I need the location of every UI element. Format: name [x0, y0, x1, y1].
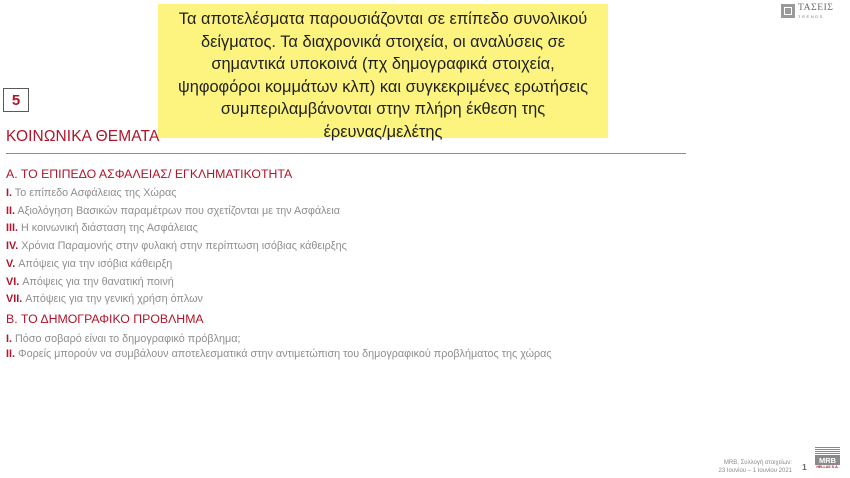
list-item — [6, 222, 198, 234]
list-item — [6, 276, 174, 288]
item-text: Απόψεις για την θανατική ποινή — [19, 276, 174, 288]
item-number: VII. — [6, 293, 23, 305]
item-number: ΙΙ. — [6, 205, 15, 217]
list-item — [6, 348, 552, 360]
note-line: έρευνας/μελέτης — [323, 122, 443, 141]
footer-source — [676, 459, 792, 475]
note-line: σημαντικά υποκοινά (πχ δημογραφικά στοιχεία, — [211, 55, 555, 74]
note-line: συμπεριλαμβάνονται στην πλήρη έκθεση της — [220, 100, 546, 119]
item-text: Πόσο σοβαρό είναι το δημογραφικό πρόβλημα; — [12, 333, 241, 345]
item-text: Το επίπεδο Ασφάλειας της Χώρας — [12, 187, 177, 199]
item-number: Ι. — [6, 333, 12, 345]
note-line: ψηφοφόροι κομμάτων κλπ) και συγκεκριμένες ερωτήσεις — [178, 77, 588, 96]
logo-sub: TRENDS — [798, 14, 825, 19]
list-item — [6, 187, 176, 199]
section-b-heading: Β. ΤΟ ΔΗΜΟΓΡΑΦΙΚΟ ΠΡΟΒΛΗΜΑ — [6, 312, 204, 326]
list-item — [6, 205, 340, 217]
note-line: Τα αποτελέσματα παρουσιάζονται σε επίπεδο συνολικού — [178, 10, 588, 28]
item-text: Αξιολόγηση Βασικών παραμέτρων που σχετίζονται με την Ασφάλεια — [15, 205, 341, 217]
item-number: V. — [6, 258, 16, 270]
slide-number: 5 — [3, 88, 29, 112]
info-note — [158, 4, 608, 141]
list-item — [6, 240, 347, 252]
item-text: Χρόνια Παραμονής στην φυλακή στην περίπτωση ισόβιας κάθειρξης — [18, 240, 347, 252]
section-title: ΚΟΙΝΩΝΙΚΑ ΘΕΜΑΤΑ — [6, 128, 160, 145]
list-item — [6, 333, 240, 345]
mrb-logo-sub: HELLAS S.A. — [816, 465, 839, 469]
logo-mark-icon — [781, 4, 795, 18]
item-number: IV. — [6, 240, 19, 252]
mrb-logo — [815, 447, 840, 471]
logo-stripes-icon — [815, 447, 840, 456]
item-text: Απόψεις για την γενική χρήση όπλων — [22, 293, 203, 305]
item-number: Ι. — [6, 187, 12, 199]
item-text: Η κοινωνική διάσταση της Ασφάλειας — [18, 222, 198, 234]
tasis-trends-logo — [781, 4, 841, 20]
mrb-logo-text: MRB — [815, 456, 840, 465]
page-number: 1 — [802, 462, 807, 472]
list-item — [6, 293, 203, 305]
source-line: MRB, Συλλογή στοιχείων: — [723, 460, 792, 466]
list-item — [6, 258, 172, 270]
item-text: Απόψεις για την ισόβια κάθειρξη — [15, 258, 173, 270]
note-line: δείγματος. Τα διαχρονικά στοιχεία, οι αναλύσεις σε — [200, 32, 566, 51]
logo-name: ΤΑΣΕΙΣ — [798, 3, 834, 13]
item-number: ΙΙΙ. — [6, 222, 18, 234]
item-number: ΙΙ. — [6, 348, 15, 360]
divider — [6, 153, 686, 154]
item-number: VI. — [6, 276, 20, 288]
section-a-heading: Α. ΤΟ ΕΠΙΠΕΔΟ ΑΣΦΑΛΕΙΑΣ/ ΕΓΚΛΗΜΑΤΙΚΟΤΗΤΑ — [6, 167, 293, 181]
item-text: Φορείς μπορούν να συμβάλουν αποτελεσματικά στην αντιμετώπιση του δημογραφικού προβλήματος της χώρας — [15, 348, 552, 360]
source-line: 23 Ιουνίου – 1 Ιουνίου 2021 — [718, 468, 792, 474]
